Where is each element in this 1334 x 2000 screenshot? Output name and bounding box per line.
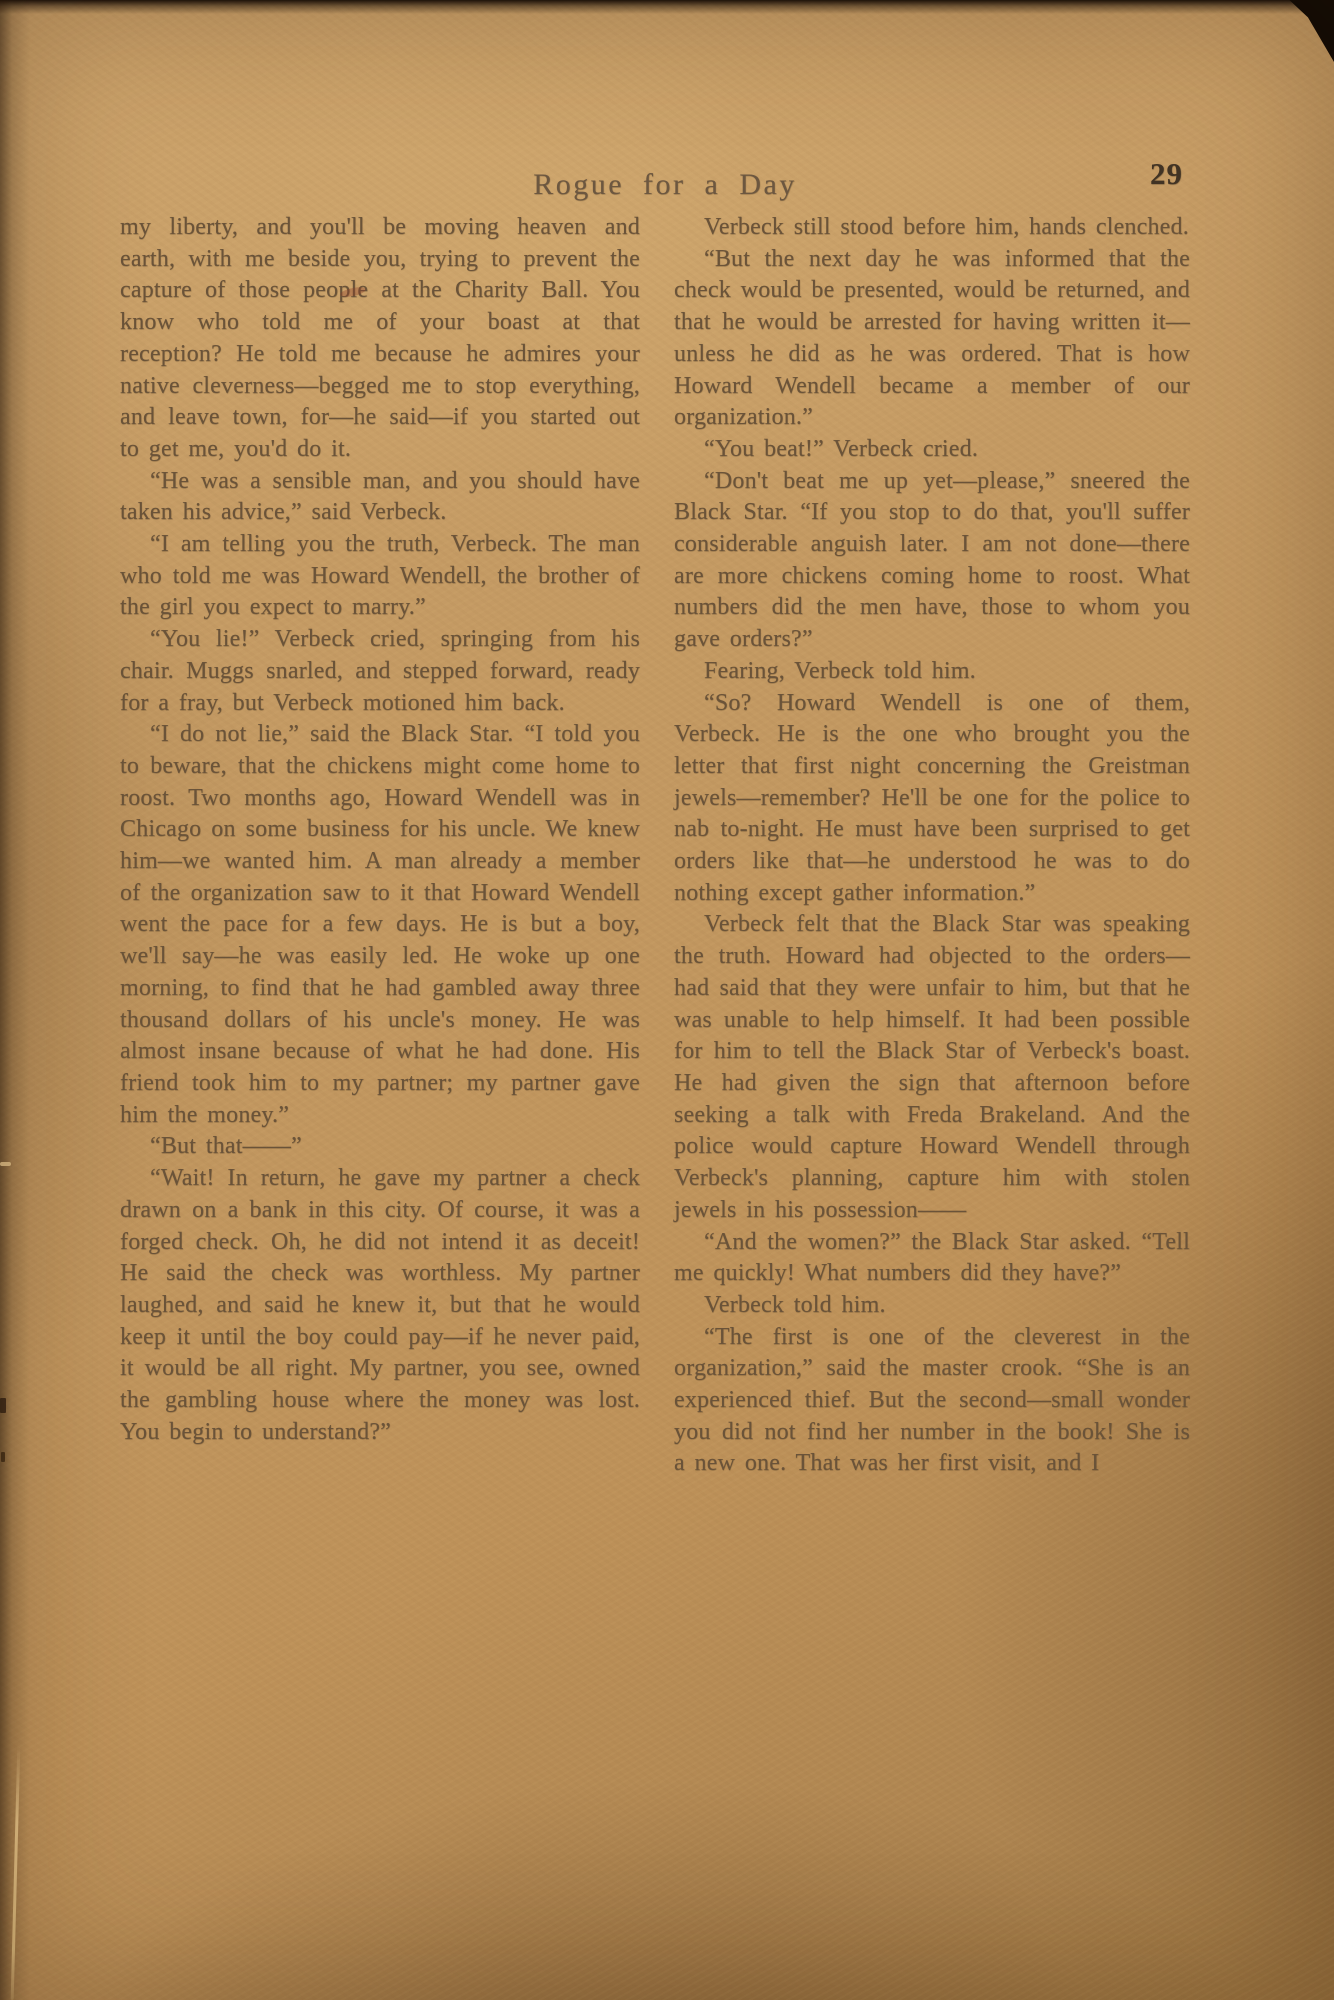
- paragraph: “Wait! In return, he gave my partner a check drawn on a bank in this city. Of course, it was a forged check. Oh, he did not intend it as deceit! He said the check was worthless. My partner laughed, and said he knew it, but that he would keep it until the boy could pay—if he never paid, it would be all right. My partner, you see, owned the gambling house where the money was lost. You begin to understand?”: [120, 1165, 640, 1445]
- text-columns: [120, 212, 1190, 1480]
- edge-speck: [1, 1452, 5, 1462]
- paragraph: “I am telling you the truth, Verbeck. The man who told me was Howard Wendell, the brother of the girl you expect to marry.”: [120, 531, 640, 621]
- running-head: [120, 156, 1190, 212]
- paragraph: “You beat!” Verbeck cried.: [704, 435, 979, 462]
- paragraph: Verbeck still stood before him, hands clenched.: [704, 214, 1189, 240]
- paragraph: “The first is one of the cleverest in the organization,” said the master crook. “She is an experienced thief. But the second—small wonder you did not find her number in the book! She is a new one. That was her first visit, and I: [674, 1323, 1190, 1477]
- right-column: [674, 212, 1190, 1480]
- edge-speck: [0, 1398, 6, 1413]
- paper-scratch: [0, 1162, 11, 1166]
- paragraph: “So? Howard Wendell is one of them, Verbeck. He is the one who brought you the letter that first night concerning the Greistman jewels—remember? He'll be one for the police to nab to-night. He must have been surprised to get orders like that—he understood he was to do nothing except gather information.”: [674, 689, 1190, 906]
- page-number: 29: [1150, 156, 1183, 191]
- paragraph: Fearing, Verbeck told him.: [704, 657, 976, 684]
- paragraph: “Don't beat me up yet—please,” sneered the Black Star. “If you stop to do that, you'll suffer considerable anguish later. I am not done—there are more chickens coming home to roost. What numbers did the men have, those to whom you gave orders?”: [674, 467, 1190, 653]
- page-edge-top: [0, 0, 1334, 14]
- paragraph: Verbeck told him.: [704, 1291, 886, 1318]
- paragraph: my liberty, and you'll be moving heaven and earth, with me beside you, trying to prevent the capture of those people at the Charity Ball. You know who told me of your boast at that reception? He told me because he admires your native cleverness—begged me to stop everything, and leave town, for—he said—if you started out to get me, you'd do it.: [120, 214, 640, 462]
- page-edge-left: [0, 0, 30, 2000]
- paragraph: “But the next day he was informed that the check would be presented, would be returned, and that he would be arrested for having written it—unless he did as he was ordered. That is how Howard Wendell became a member of our organization.”: [674, 245, 1190, 431]
- paragraph: “He was a sensible man, and you should have taken his advice,” said Verbeck.: [120, 467, 640, 526]
- page-title: Rogue for a Day: [533, 168, 797, 201]
- paragraph: Verbeck felt that the Black Star was speaking the truth. Howard had objected to the orders—had said that they were unfair to him, but that he was unable to help himself. It had been possible for him to tell the Black Star of Verbeck's boast. He had given the sign that afternoon before seeking a talk with Freda Brakeland. And the police would capture Howard Wendell through Verbeck's planning, capture him with stolen jewels in his possession——: [674, 911, 1190, 1223]
- paragraph: “You lie!” Verbeck cried, springing from his chair. Muggs snarled, and stepped forward, ready for a fray, but Verbeck motioned him back.: [120, 626, 640, 716]
- left-column: [120, 212, 640, 1480]
- paragraph: “But that——”: [150, 1133, 302, 1160]
- paragraph: “I do not lie,” said the Black Star. “I told you to beware, that the chickens might come home to roost. Two months ago, Howard Wendell was in Chicago on some business for his uncle. We knew him—we wanted him. A man already a member of the organization saw to it that Howard Wendell went the pace for a few days. He is but a boy, we'll say—he was easily led. He woke up one morning, to find that he had gambled away three thousand dollars of his uncle's money. He was almost insane because of what he had done. His friend took him to my partner; my partner gave him the money.”: [120, 721, 640, 1128]
- paragraph: “And the women?” the Black Star asked. “Tell me quickly! What numbers did they have?”: [674, 1228, 1190, 1287]
